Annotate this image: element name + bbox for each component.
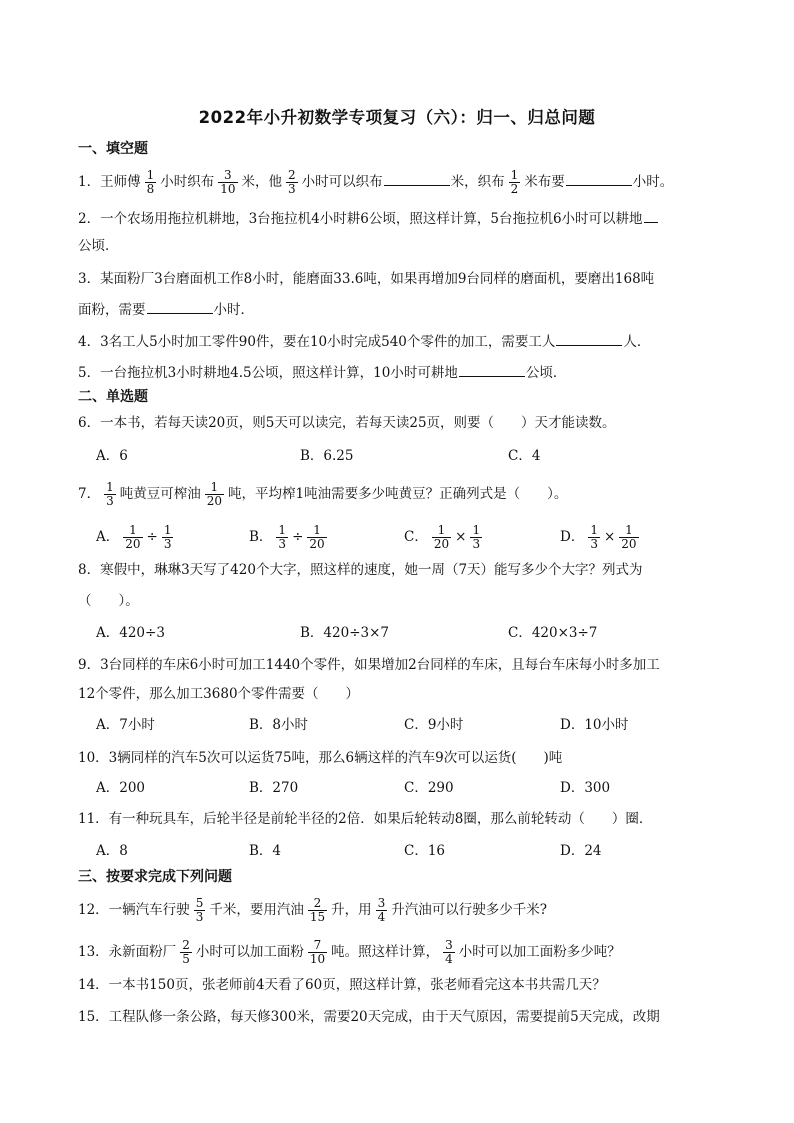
q9-option-a[interactable]: A．7小时 xyxy=(96,717,155,733)
q1-text: 米，他 xyxy=(241,174,283,190)
q1-text: 小时可以织布 xyxy=(301,174,383,190)
answer-blank[interactable] xyxy=(566,170,632,186)
q13-text: 吨。照这样计算， xyxy=(331,944,440,960)
q7-option-a[interactable]: A． $\frac{1}{20}$ ÷ $\frac{1}{3}$ xyxy=(96,523,172,551)
q2-continuation: 公顷． xyxy=(78,238,119,254)
section-heading-fill-blank: 一、填空题 xyxy=(78,141,148,157)
fraction: $\frac{3}{4}$ xyxy=(445,938,453,966)
q10-option-d[interactable]: D．300 xyxy=(560,780,611,796)
q8-option-c[interactable]: C．420×3÷7 xyxy=(508,625,598,641)
q10-option-a[interactable]: A．200 xyxy=(96,780,146,796)
q9-option-d[interactable]: D．10小时 xyxy=(560,717,629,733)
q9-option-c[interactable]: C．9小时 xyxy=(404,717,464,733)
q12-text: 升汽油可以行驶多少千米? xyxy=(391,902,547,918)
answer-blank[interactable] xyxy=(147,298,213,314)
q1-text: 1．王师傅 xyxy=(78,174,141,190)
q12-text: 千米，要用汽油 xyxy=(209,902,304,918)
q13-text: 13．永新面粉厂 xyxy=(78,944,177,960)
answer-blank[interactable] xyxy=(556,330,622,346)
question-11: 11．有一种玩具车，后轮半径是前轮半径的2倍．如果后轮转动8圈，那么前轮转动（ ）圈． xyxy=(78,811,653,827)
section-heading-single-choice: 二、单选题 xyxy=(78,389,148,405)
q5-text: 5．一台拖拉机3小时耕地4.5公顷，照这样计算，10小时可耕地 xyxy=(78,365,458,381)
q10-option-c[interactable]: C．290 xyxy=(404,780,454,796)
fraction: $\frac{3}{10}$ xyxy=(220,168,236,196)
q1-text: 米，织布 xyxy=(450,174,505,190)
q7-text: 吨黄豆可榨油 xyxy=(119,486,201,502)
question-2 xyxy=(78,207,659,229)
question-7 xyxy=(78,481,567,508)
question-8: 8．寒假中，琳琳3天写了420个大字，照这样的速度，她一周（7天）能写多少个大字？列式为 xyxy=(78,562,643,578)
page-title: 2022年小升初数学专项复习（六）：归一、归总问题 xyxy=(198,108,596,127)
q7-option-b[interactable]: B． $\frac{1}{3}$ ÷ $\frac{1}{20}$ xyxy=(249,523,325,551)
q4-text: 人． xyxy=(623,334,651,350)
q3-continuation xyxy=(78,298,254,320)
q1-text: 米布要 xyxy=(524,174,565,190)
answer-blank[interactable] xyxy=(384,170,450,186)
question-6: 6．一本书，若每天读20页，则5天可以读完，若每天读25页，则要（ ）天才能读数。 xyxy=(78,415,616,431)
fraction: $\frac{1}{20}$ xyxy=(206,480,223,508)
fraction: $\frac{2}{5}$ xyxy=(182,938,190,966)
q2-text: 2．一个农场用拖拉机耕地，3台拖拉机4小时耕6公顷，照这样计算，5台拖拉机6小时可以耕地 xyxy=(78,211,643,227)
q12-text: 升，用 xyxy=(331,902,372,918)
q9-option-b[interactable]: B．8小时 xyxy=(249,717,309,733)
q5-text: 公顷． xyxy=(525,365,567,381)
fraction: $\frac{5}{3}$ xyxy=(195,896,204,924)
q7-text: 7． xyxy=(78,486,101,502)
section-heading-problems: 三、按要求完成下列问题 xyxy=(78,869,232,885)
answer-blank[interactable] xyxy=(459,361,525,377)
q11-option-d[interactable]: D．24 xyxy=(560,843,602,859)
q11-option-c[interactable]: C．16 xyxy=(404,843,446,859)
q9-continuation: 12个零件，那么加工3680个零件需要（ ） xyxy=(78,686,360,702)
question-4 xyxy=(78,330,650,352)
question-14: 14．一本书150页，张老师前4天看了60页，照这样计算，张老师看完这本书共需几天？ xyxy=(78,977,606,993)
q8-continuation: （ ）。 xyxy=(78,593,139,609)
fraction: $\frac{7}{10}$ xyxy=(309,938,326,966)
q12-text: 12．一辆汽车行驶 xyxy=(78,902,190,918)
q7-option-d[interactable]: D． $\frac{1}{3}$ × $\frac{1}{20}$ xyxy=(560,523,637,551)
q6-option-b[interactable]: B．6.25 xyxy=(300,448,354,464)
q11-option-a[interactable]: A．8 xyxy=(96,843,128,859)
q7-option-c[interactable]: C． $\frac{1}{20}$ × $\frac{1}{3}$ xyxy=(404,523,481,551)
q6-option-c[interactable]: C．4 xyxy=(508,448,541,464)
answer-blank[interactable] xyxy=(644,207,658,223)
q13-text: 小时可以加工面粉 xyxy=(195,944,304,960)
q10-option-b[interactable]: B．270 xyxy=(249,780,299,796)
fraction: $\frac{2}{15}$ xyxy=(309,896,326,924)
q6-option-a[interactable]: A．6 xyxy=(96,448,128,464)
fraction: $\frac{3}{4}$ xyxy=(377,896,386,924)
q1-text: 小时。 xyxy=(632,174,674,190)
fraction: $\frac{1}{3}$ xyxy=(106,480,114,508)
question-13 xyxy=(78,939,621,966)
q3-text: 面粉，需要 xyxy=(78,302,146,318)
q8-option-a[interactable]: A．420÷3 xyxy=(96,625,165,641)
fraction: $\frac{2}{3}$ xyxy=(288,168,296,196)
q7-text: 吨，平均榨1吨油需要多少吨黄豆？正确列式是（ ）。 xyxy=(228,486,568,502)
question-9: 9．3台同样的车床6小时可加工1440个零件，如果增加2台同样的车床，且每台车床每小时多加工 xyxy=(78,657,660,673)
question-10: 10．3辆同样的汽车5次可以运货75吨，那么6辆这样的汽车9次可以运货( )吨 xyxy=(78,750,563,766)
q8-option-b[interactable]: B．420÷3×7 xyxy=(300,625,389,641)
question-12 xyxy=(78,897,547,924)
fraction: $\frac{1}{8}$ xyxy=(146,168,155,196)
q11-option-b[interactable]: B．4 xyxy=(249,843,282,859)
fraction: $\frac{1}{2}$ xyxy=(510,168,519,196)
q1-text: 小时织布 xyxy=(160,174,215,190)
question-15: 15．工程队修一条公路，每天修300米，需要20天完成，由于天气原因，需要提前5天完成，改期 xyxy=(78,1009,660,1025)
question-1 xyxy=(78,169,673,196)
question-3: 3．某面粉厂3台磨面机工作8小时，能磨面33.6吨，如果再增加9台同样的磨面机，要磨出168吨 xyxy=(78,271,655,287)
q13-text: 小时可以加工面粉多少吨？ xyxy=(458,944,621,960)
q3-text: 小时． xyxy=(213,302,254,318)
question-5 xyxy=(78,361,566,383)
q4-text: 4．3名工人5小时加工零件90件，要在10小时完成540个零件的加工，需要工人 xyxy=(78,334,556,350)
